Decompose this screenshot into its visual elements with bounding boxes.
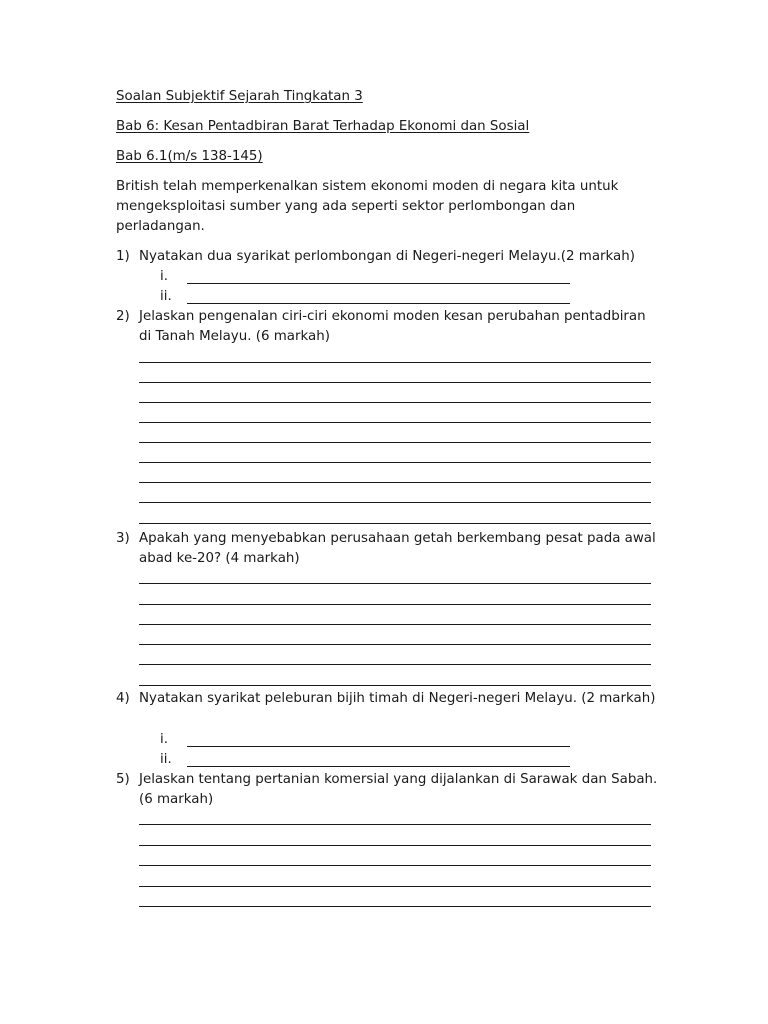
question-3-text: Apakah yang menyebabkan perusahaan getah berkembang pesat pada awal abad ke-20? (4 markah) [139, 531, 656, 566]
question-1-sub-i-label: i. [160, 269, 168, 284]
question-1-sub-ii-label: ii. [160, 289, 172, 304]
question-5-answer-line[interactable] [139, 845, 651, 846]
question-2-number: 2) [116, 309, 130, 324]
question-1-answer-line-ii[interactable] [187, 303, 570, 304]
question-5-answer-line[interactable] [139, 886, 651, 887]
question-1-text: Nyatakan dua syarikat perlombongan di Negeri-negeri Melayu.(2 markah) [139, 249, 635, 264]
question-5-number: 5) [116, 772, 130, 787]
question-3-answer-line[interactable] [139, 624, 651, 625]
question-3-answer-line[interactable] [139, 664, 651, 665]
question-2-answer-line[interactable] [139, 402, 651, 403]
question-2-text: Jelaskan pengenalan ciri-ciri ekonomi moden kesan perubahan pentadbiran di Tanah Melayu. (6 markah) [139, 309, 646, 344]
question-2-answer-line[interactable] [139, 523, 651, 524]
question-4-answer-line-ii[interactable] [187, 766, 570, 767]
question-2-answer-line[interactable] [139, 482, 651, 483]
question-3-number: 3) [116, 531, 130, 546]
question-2-answer-line[interactable] [139, 362, 651, 363]
question-5-text: Jelaskan tentang pertanian komersial yang dijalankan di Sarawak dan Sabah. (6 markah) [139, 772, 658, 807]
question-4-number: 4) [116, 691, 130, 706]
question-2-answer-line[interactable] [139, 422, 651, 423]
question-2-answer-line[interactable] [139, 382, 651, 383]
worksheet-title: Soalan Subjektif Sejarah Tingkatan 3 [116, 89, 363, 104]
question-1-answer-line-i[interactable] [187, 283, 570, 284]
question-1-number: 1) [116, 249, 130, 264]
question-4-sub-ii-label: ii. [160, 752, 172, 767]
question-2-answer-line[interactable] [139, 502, 651, 503]
question-4-sub-i-label: i. [160, 732, 168, 747]
intro-paragraph: British telah memperkenalkan sistem ekonomi moden di negara kita untuk mengeksploitasi sumber yang ada seperti sektor perlombongan dan perladangan. [116, 179, 619, 234]
chapter-title: Bab 6: Kesan Pentadbiran Barat Terhadap Ekonomi dan Sosial [116, 119, 530, 134]
question-3-answer-line[interactable] [139, 685, 651, 686]
question-2-answer-line[interactable] [139, 442, 651, 443]
question-4-answer-line-i[interactable] [187, 746, 570, 747]
question-3-answer-line[interactable] [139, 604, 651, 605]
section-reference: Bab 6.1(m/s 138-145) [116, 149, 263, 164]
question-5-answer-line[interactable] [139, 824, 651, 825]
question-3-answer-line[interactable] [139, 644, 651, 645]
question-5-answer-line[interactable] [139, 865, 651, 866]
question-3-answer-line[interactable] [139, 583, 651, 584]
question-5-answer-line[interactable] [139, 906, 651, 907]
question-2-answer-line[interactable] [139, 462, 651, 463]
question-4-text: Nyatakan syarikat peleburan bijih timah di Negeri-negeri Melayu. (2 markah) [139, 691, 656, 706]
